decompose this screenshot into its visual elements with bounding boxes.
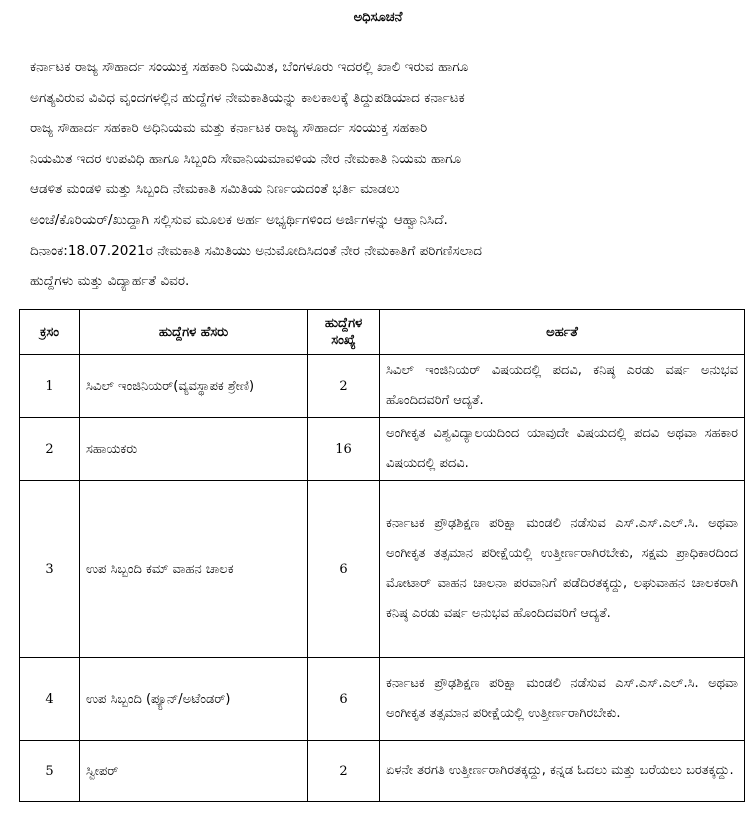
row-post-name: ಸಹಾಯಕರು: [80, 418, 308, 481]
table-row: [20, 741, 745, 802]
row-serial: 5: [20, 741, 80, 802]
notice-line: ಆಡಳಿತ ಮಂಡಳಿ ಮತ್ತು ಸಿಬ್ಬಂದಿ ನೇಮಕಾತಿ ಸಮಿತಿಯ ನಿರ್ಣಯದಂತೆ ಭರ್ತಿ ಮಾಡಲು: [30, 181, 400, 198]
notice-title: ಅಧಿಸೂಚನೆ: [353, 10, 403, 25]
table-row: [20, 658, 745, 741]
notice-line: ಅಂಚೆ/ಕೊರಿಯರ್/ಖುದ್ದಾಗಿ ಸಲ್ಲಿಸುವ ಮೂಲಕ ಅರ್ಹ ಅಭ್ಯರ್ಥಿಗಳಿಂದ ಅರ್ಜಿಗಳನ್ನು ಆಹ್ವಾನಿಸಿದೆ.: [30, 211, 448, 228]
table-header-row: [20, 310, 745, 355]
row-count: 6: [308, 481, 380, 658]
row-post-name: ಸ್ವೀಪರ್: [80, 741, 308, 802]
posts-table: [19, 309, 745, 802]
row-count: 2: [308, 355, 380, 418]
table-row: [20, 418, 745, 481]
header-qualification: ಅರ್ಹತೆ: [380, 310, 745, 355]
row-serial: 4: [20, 658, 80, 741]
notice-line: ಕರ್ನಾಟಕ ರಾಜ್ಯ ಸೌಹಾರ್ದ ಸಂಯುಕ್ತ ಸಹಕಾರಿ ನಿಯಮಿತ, ಬೆಂಗಳೂರು ಇದರಲ್ಲಿ ಖಾಲಿ ಇರುವ ಹಾಗೂ: [30, 59, 469, 75]
table-row: [20, 481, 745, 658]
row-post-name: ಉಪ ಸಿಬ್ಬಂದಿ ಕಮ್ ವಾಹನ ಚಾಲಕ: [80, 481, 308, 658]
header-count-line2: ಸಂಖ್ಯೆ: [331, 333, 356, 348]
row-post-name: ಉಪ ಸಿಬ್ಬಂದಿ (ಪ್ಯೂನ್/ಅಟೆಂಡರ್): [80, 658, 308, 741]
row-serial: 1: [20, 355, 80, 418]
notice-line: ದಿನಾಂಕ:18.07.2021ರ ನೇಮಕಾತಿ ಸಮಿತಿಯು ಅನುಮೋದಿಸಿದಂತೆ ನೇರ ನೇಮಕಾತಿಗೆ ಪರಿಗಣಿಸಲಾದ: [30, 242, 483, 259]
row-qualification: ಕರ್ನಾಟಕ ಪ್ರೌಢಶಿಕ್ಷಣ ಪರಿಕ್ಷಾ ಮಂಡಲಿ ನಡೆಸುವ ಎಸ್.ಎಸ್.ಎಲ್.ಸಿ. ಅಥವಾ ಅಂಗೀಕೃತ ತತ್ಸಮಾನ ಪರೀಕ್ಷೆಯಲ್ಲಿ ಉತ್ತೀರ್ಣರಾಗಿರಬೇಕು, ಸಕ್ಷಮ ಪ್ರಾಧಿಕಾರದಿಂದ ಮೋಟಾರ್ ವಾಹನ ಚಾಲನಾ ಪರವಾನಿಗೆ ಪಡೆದಿರತಕ್ಕದ್ದು, ಲಘುವಾಹನ ಚಾಲಕರಾಗಿ ಕನಿಷ್ಠ ಎರಡು ವರ್ಷ ಅನುಭವ ಹೊಂದಿದವರಿಗೆ ಆದ್ಯತೆ.: [380, 481, 745, 658]
header-count: [308, 310, 380, 355]
header-post-name: ಹುದ್ದೆಗಳ ಹೆಸರು: [80, 310, 308, 355]
notice-line: ನಿಯಮಿತ ಇದರ ಉಪವಿಧಿ ಹಾಗೂ ಸಿಬ್ಬಂದಿ ಸೇವಾನಿಯಮಾವಳಿಯ ನೇರ ನೇಮಕಾತಿ ನಿಯಮ ಹಾಗೂ: [30, 150, 462, 167]
notice-line: ರಾಜ್ಯ ಸೌಹಾರ್ದ ಸಹಕಾರಿ ಅಧಿನಿಯಮ ಮತ್ತು ಕರ್ನಾಟಕ ರಾಜ್ಯ ಸೌಹಾರ್ದ ಸಂಯುಕ್ತ ಸಹಕಾರಿ: [30, 120, 428, 137]
table-row: [20, 355, 745, 418]
row-serial: 3: [20, 481, 80, 658]
notice-line: ಅಗತ್ಯವಿರುವ ವಿವಿಧ ವೃಂದಗಳಲ್ಲಿನ ಹುದ್ದೆಗಳ ನೇಮಕಾತಿಯನ್ನು ಕಾಲಕಾಲಕ್ಕೆ ತಿದ್ದುಪಡಿಯಾದ ಕರ್ನಾಟಕ: [30, 89, 465, 106]
row-post-name: ಸಿವಿಲ್ ಇಂಜಿನಿಯರ್(ವ್ಯವಸ್ಥಾಪಕ ಶ್ರೇಣಿ): [80, 355, 308, 418]
row-serial: 2: [20, 418, 80, 481]
row-count: 2: [308, 741, 380, 802]
row-qualification: ಸಿವಿಲ್ ಇಂಜಿನಿಯರ್ ವಿಷಯದಲ್ಲಿ ಪದವಿ, ಕನಿಷ್ಠ ಎರಡು ವರ್ಷ ಅನುಭವ ಹೊಂದಿದವರಿಗೆ ಆದ್ಯತೆ.: [380, 355, 745, 418]
row-qualification: ಏಳನೇ ತರಗತಿ ಉತ್ತೀರ್ಣರಾಗಿರತಕ್ಕದ್ದು, ಕನ್ನಡ ಓದಲು ಮತ್ತು ಬರೆಯಲು ಬರತಕ್ಕದ್ದು.: [380, 741, 745, 802]
notice-line: ಹುದ್ದೆಗಳು ಮತ್ತು ವಿದ್ಯಾರ್ಹತೆ ವಿವರ.: [30, 273, 190, 290]
row-count: 6: [308, 658, 380, 741]
notice-paragraph: [30, 52, 730, 297]
row-qualification: ಕರ್ನಾಟಕ ಪ್ರೌಢಶಿಕ್ಷಣ ಪರಿಕ್ಷಾ ಮಂಡಲಿ ನಡೆಸುವ ಎಸ್.ಎಸ್.ಎಲ್.ಸಿ. ಅಥವಾ ಅಂಗೀಕೃತ ತತ್ಸಮಾನ ಪರೀಕ್ಷೆಯಲ್ಲಿ ಉತ್ತೀರ್ಣರಾಗಿರಬೇಕು.: [380, 658, 745, 741]
row-count: 16: [308, 418, 380, 481]
row-qualification: ಅಂಗೀಕೃತ ವಿಶ್ವವಿದ್ಯಾಲಯದಿಂದ ಯಾವುದೇ ವಿಷಯದಲ್ಲಿ ಪದವಿ ಅಥವಾ ಸಹಕಾರ ವಿಷಯದಲ್ಲಿ ಪದವಿ.: [380, 418, 745, 481]
header-serial: ಕ್ರಸಂ: [20, 310, 80, 355]
header-count-line1: ಹುದ್ದೆಗಳ: [324, 316, 363, 331]
